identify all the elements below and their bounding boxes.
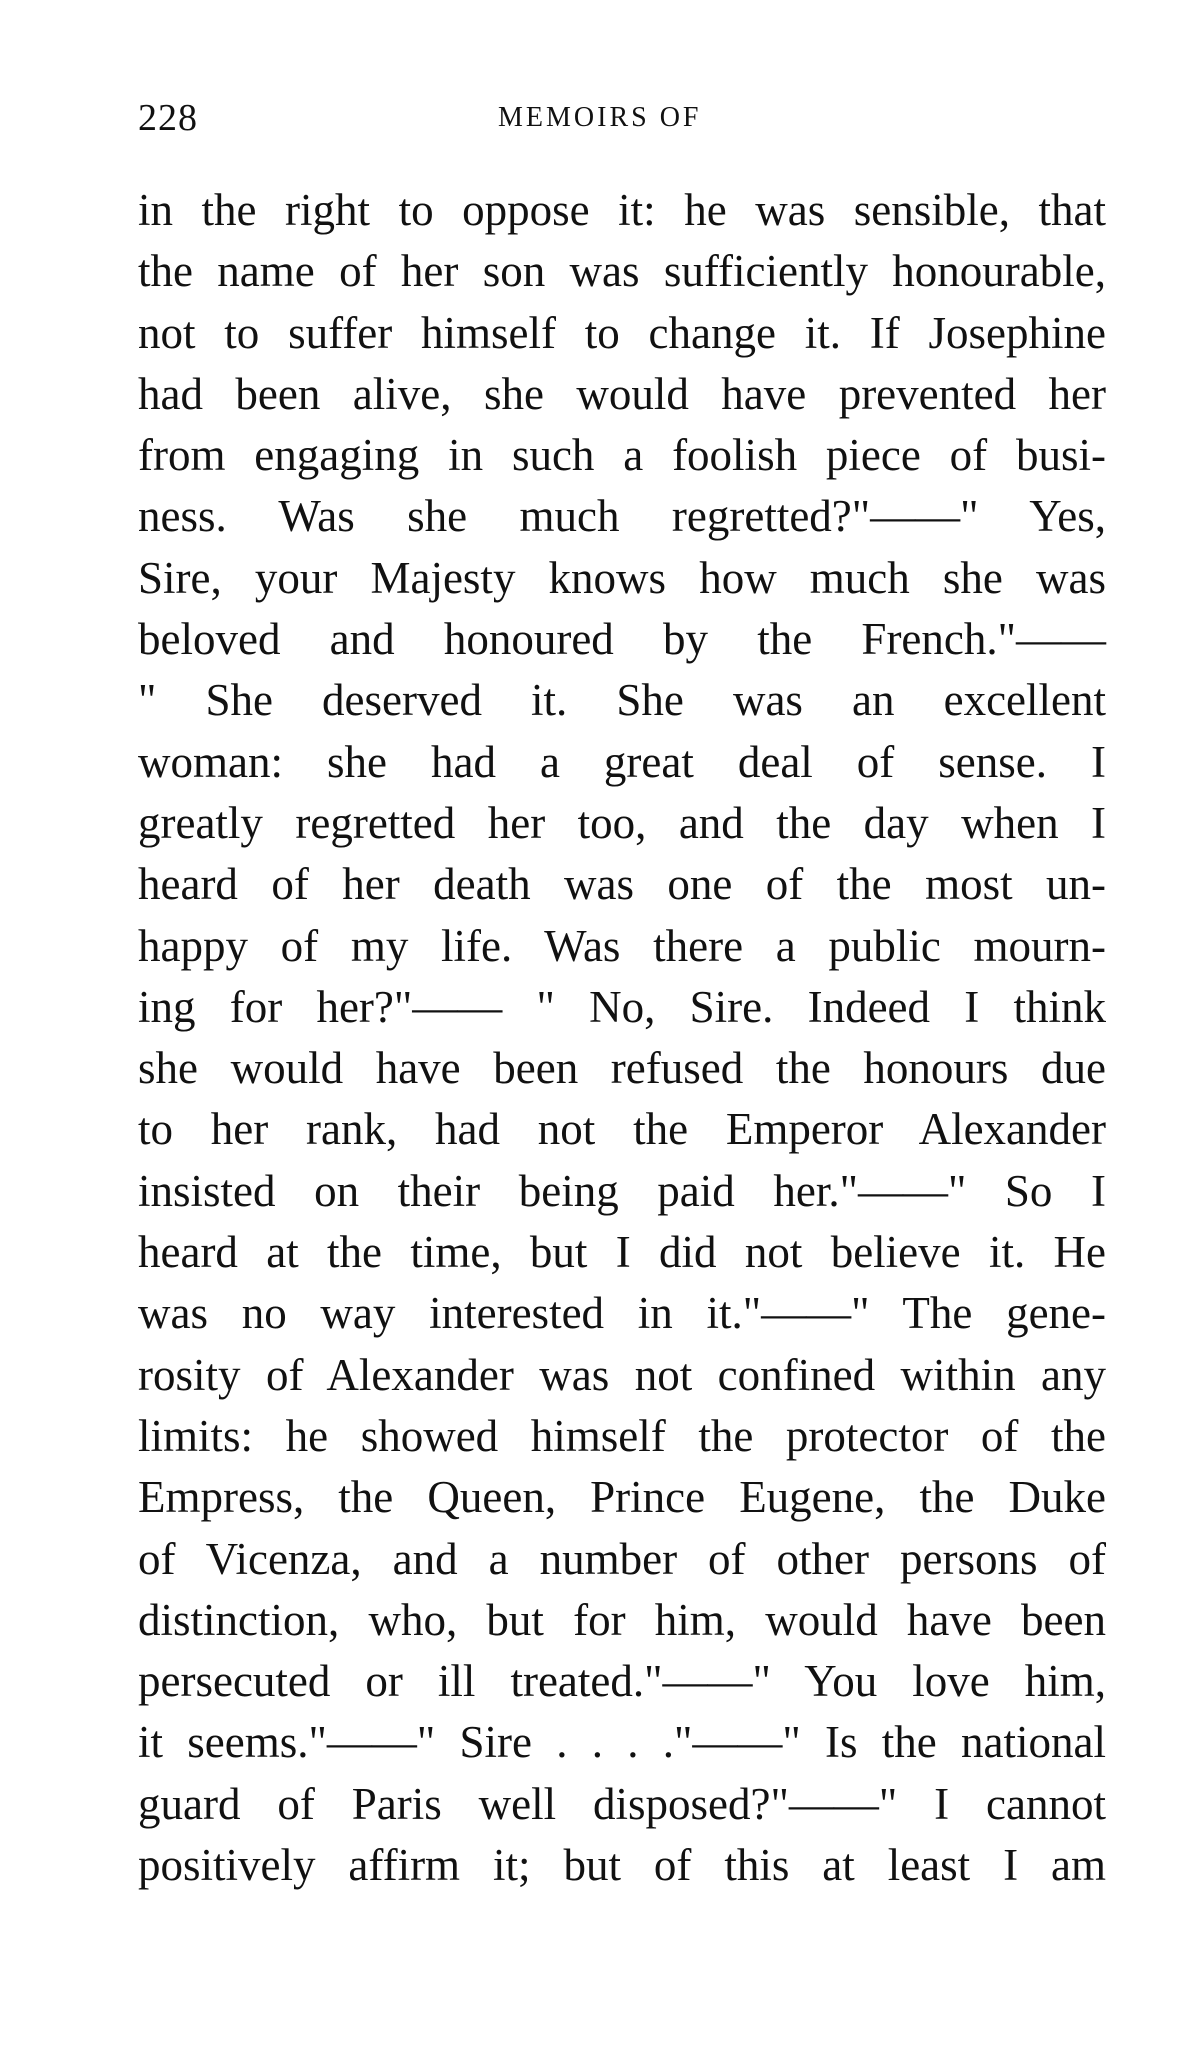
text-line: heard at the time, but I did not believe it. He — [138, 1227, 1106, 1278]
text-line: Empress, the Queen, Prince Eugene, the Duke — [138, 1472, 1106, 1523]
text-line: woman: she had a great deal of sense. I — [138, 736, 1106, 787]
text-line: positively affirm it; but of this at least I am — [138, 1840, 1106, 1891]
text-line: to her rank, had not the Emperor Alexander — [138, 1104, 1106, 1155]
text-line: she would have been refused the honours due — [138, 1043, 1106, 1094]
text-line: ing for her?"—— " No, Sire. Indeed I think — [138, 981, 1106, 1032]
text-line: happy of my life. Was there a public mourn- — [138, 920, 1106, 971]
text-line: beloved and honoured by the French."—— — [138, 614, 1106, 665]
text-line: in the right to oppose it: he was sensible, that — [138, 185, 1106, 235]
text-line: heard of her death was one of the most un- — [138, 859, 1106, 910]
body-text — [138, 180, 1106, 1896]
text-line: of Vicenza, and a number of other persons of — [138, 1533, 1106, 1584]
text-line: from engaging in such a foolish piece of busi- — [138, 430, 1106, 481]
text-line: Sire, your Majesty knows how much she was — [138, 552, 1106, 603]
text-line: insisted on their being paid her."——" So I — [138, 1165, 1106, 1216]
text-line: guard of Paris well disposed?"——" I cannot — [138, 1778, 1106, 1829]
text-line: had been alive, she would have prevented her — [138, 368, 1106, 419]
page-number: 228 — [138, 97, 198, 139]
text-line: was no way interested in it."——" The gene- — [138, 1288, 1106, 1339]
text-line: not to suffer himself to change it. If Josephine — [138, 307, 1106, 358]
running-head: MEMOIRS OF — [498, 102, 702, 133]
text-line: rosity of Alexander was not confined within any — [138, 1349, 1106, 1400]
text-line: greatly regretted her too, and the day when I — [138, 797, 1106, 848]
text-line: limits: he showed himself the protector of the — [138, 1410, 1106, 1461]
text-line: persecuted or ill treated."——" You love him, — [138, 1656, 1106, 1707]
page-header — [138, 96, 1018, 156]
text-line: the name of her son was sufficiently honourable, — [138, 246, 1106, 297]
text-line: " She deserved it. She was an excellent — [138, 675, 1106, 726]
text-line: distinction, who, but for him, would have been — [138, 1594, 1106, 1645]
text-line: ness. Was she much regretted?"——" Yes, — [138, 491, 1106, 542]
text-line: it seems."——" Sire . . . ."——" Is the national — [138, 1717, 1106, 1768]
